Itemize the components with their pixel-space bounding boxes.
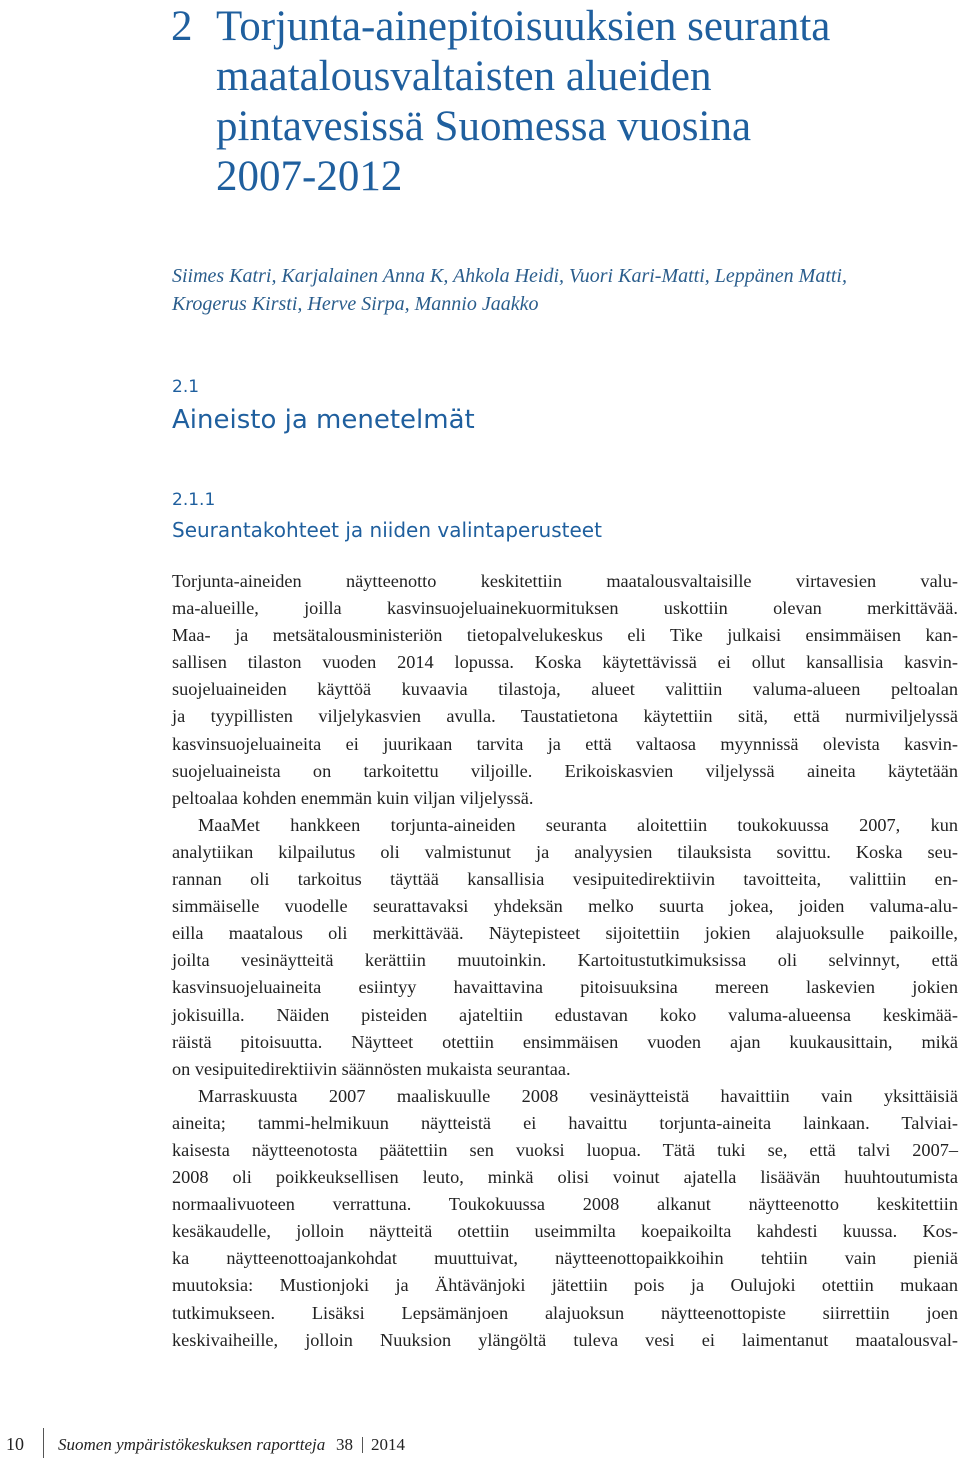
footer-divider xyxy=(43,1428,44,1458)
body-text xyxy=(172,568,958,1354)
chapter-title-line: maatalousvaltaisten alueiden xyxy=(216,53,712,100)
body-line: muutoksia: Mustionjoki ja Ähtävänjoki jätettiin pois ja Oulujoki otettiin mukaan xyxy=(172,1275,958,1296)
body-line: Maa- ja metsätalousministeriön tietopalvelukeskus eli Tike julkaisi ensimmäisen kan- xyxy=(172,625,958,646)
body-line: normaalivuoteen verrattuna. Toukokuussa 2008 alkanut näytteenotto keskitettiin xyxy=(172,1194,958,1215)
chapter-title-line: 2007-2012 xyxy=(216,153,403,200)
chapter-title xyxy=(172,2,942,202)
body-line: kaisesta näytteenotosta päätettiin sen vuoksi luopua. Tätä tuki se, että talvi 2007– xyxy=(172,1139,958,1160)
subsection-title: Seurantakohteet ja niiden valintaperusteet xyxy=(172,518,602,542)
body-line: joilta vesinäytteitä kerättiin muutoinkin. Kartoitustutkimuksissa oli selvinnyt, että xyxy=(172,950,958,971)
body-line: rannan oli tarkoitus täyttää kansallisia vesipuitedirektiivin tavoitteita, valittiin en- xyxy=(172,869,958,890)
chapter-title-line: Torjunta-ainepitoisuuksien seuranta xyxy=(216,3,831,50)
body-line: suojeluaineista on tarkoitettu viljoille. Erikoiskasvien viljelyssä aineita käytetään xyxy=(172,760,958,781)
body-line: 2008 oli poikkeuksellisen leuto, minkä olisi voinut ajatella lisäävän huuhtoutumista xyxy=(172,1167,958,1188)
body-line: ka näytteenottoajankohdat muuttuivat, näytteenottopaikkoihin tehtiin vain pieniä xyxy=(172,1248,958,1269)
body-line: on vesipuitedirektiivin säännösten mukaista seurantaa. xyxy=(172,1058,571,1079)
chapter-number: 2 xyxy=(171,3,193,50)
body-line: kasvinsuojeluaineita esiintyy havaittavina pitoisuuksina mereen laskevien jokien xyxy=(172,977,958,998)
report-year: 2014 xyxy=(371,1435,405,1454)
body-line: Marraskuusta 2007 maaliskuulle 2008 vesinäytteistä havaittiin vain yksittäisiä xyxy=(198,1085,958,1106)
body-line: simmäiselle vuodelle seurattavaksi yhdeksän melko suurta jokea, joiden valuma-alu- xyxy=(172,896,958,917)
body-line: eilla maatalous oli merkittävää. Näytepisteet sijoitettiin jokien alajuoksulle paikoille, xyxy=(172,923,958,944)
body-line: Torjunta-aineiden näytteenotto keskitettiin maatalousvaltaisille virtavesien valu- xyxy=(172,571,958,591)
footer-divider xyxy=(362,1437,363,1453)
body-line: sallisen tilaston vuoden 2014 lopussa. Koska käytettävissä ei ollut kansallisia kasvin- xyxy=(172,652,958,673)
body-line: keskivaiheille, jolloin Nuuksion ylängöltä tuleva vesi ei laimentanut maatalousval- xyxy=(172,1329,958,1350)
page-number: 10 xyxy=(6,1434,24,1454)
subsection-number: 2.1.1 xyxy=(172,490,216,510)
body-line: aineita; tammi-helmikuun näytteistä ei havaittu torjunta-aineita lainkaan. Talviai- xyxy=(172,1112,958,1133)
report-issue: 38 xyxy=(336,1435,353,1454)
body-line: suojeluaineiden käyttöä kuvaavia tilastoja, alueet valittiin valuma-alueen peltoalan xyxy=(172,679,958,700)
body-line: kasvinsuojeluaineita ei juurikaan tarvita ja että valtaosa myynnissä olevista kasvin- xyxy=(172,733,958,754)
chapter-title-line: pintavesissä Suomessa vuosina xyxy=(216,103,752,150)
report-series: Suomen ympäristökeskuksen raportteja xyxy=(58,1435,326,1454)
section-title: Aineisto ja menetelmät xyxy=(172,405,475,435)
author-list xyxy=(172,262,932,318)
body-line: analytiikan kilpailutus oli valmistunut ja analyysien tilauksista sovittu. Koska seu- xyxy=(172,841,958,862)
body-line: peltoalaa kohden enemmän kuin viljan viljelyssä. xyxy=(172,787,534,808)
body-line: kesäkaudelle, jolloin näytteitä otettiin useimmilta koepaikoilta kahdesti kuussa. Kos- xyxy=(172,1221,958,1242)
body-line: jokisuilla. Näiden pisteiden ajateltiin edustavan koko valuma-alueensa keskimää- xyxy=(172,1004,958,1025)
body-line: MaaMet hankkeen torjunta-aineiden seuranta aloitettiin toukokuussa 2007, kun xyxy=(198,814,958,835)
body-line: ja tyypillisten viljelykasvien avulla. Taustatietona käytettiin sitä, että nurmiviljelyssä xyxy=(172,706,958,727)
author-line: Siimes Katri, Karjalainen Anna K, Ahkola Heidi, Vuori Kari-Matti, Leppänen Matti, xyxy=(172,265,847,287)
body-line: tutkimukseen. Lisäksi Lepsämänjoen alajuoksun näytteenottopiste siirrettiin joen xyxy=(172,1302,958,1323)
body-line: räistä pitoisuutta. Näytteet otettiin ensimmäisen vuoden ajan kuukausittain, mikä xyxy=(172,1031,958,1052)
author-line: Krogerus Kirsti, Herve Sirpa, Mannio Jaakko xyxy=(172,293,539,315)
section-number: 2.1 xyxy=(172,377,200,397)
page-footer xyxy=(0,1428,960,1458)
body-line: ma-alueille, joilla kasvinsuojeluainekuormituksen uskottiin olevan merkittävää. xyxy=(172,598,958,619)
